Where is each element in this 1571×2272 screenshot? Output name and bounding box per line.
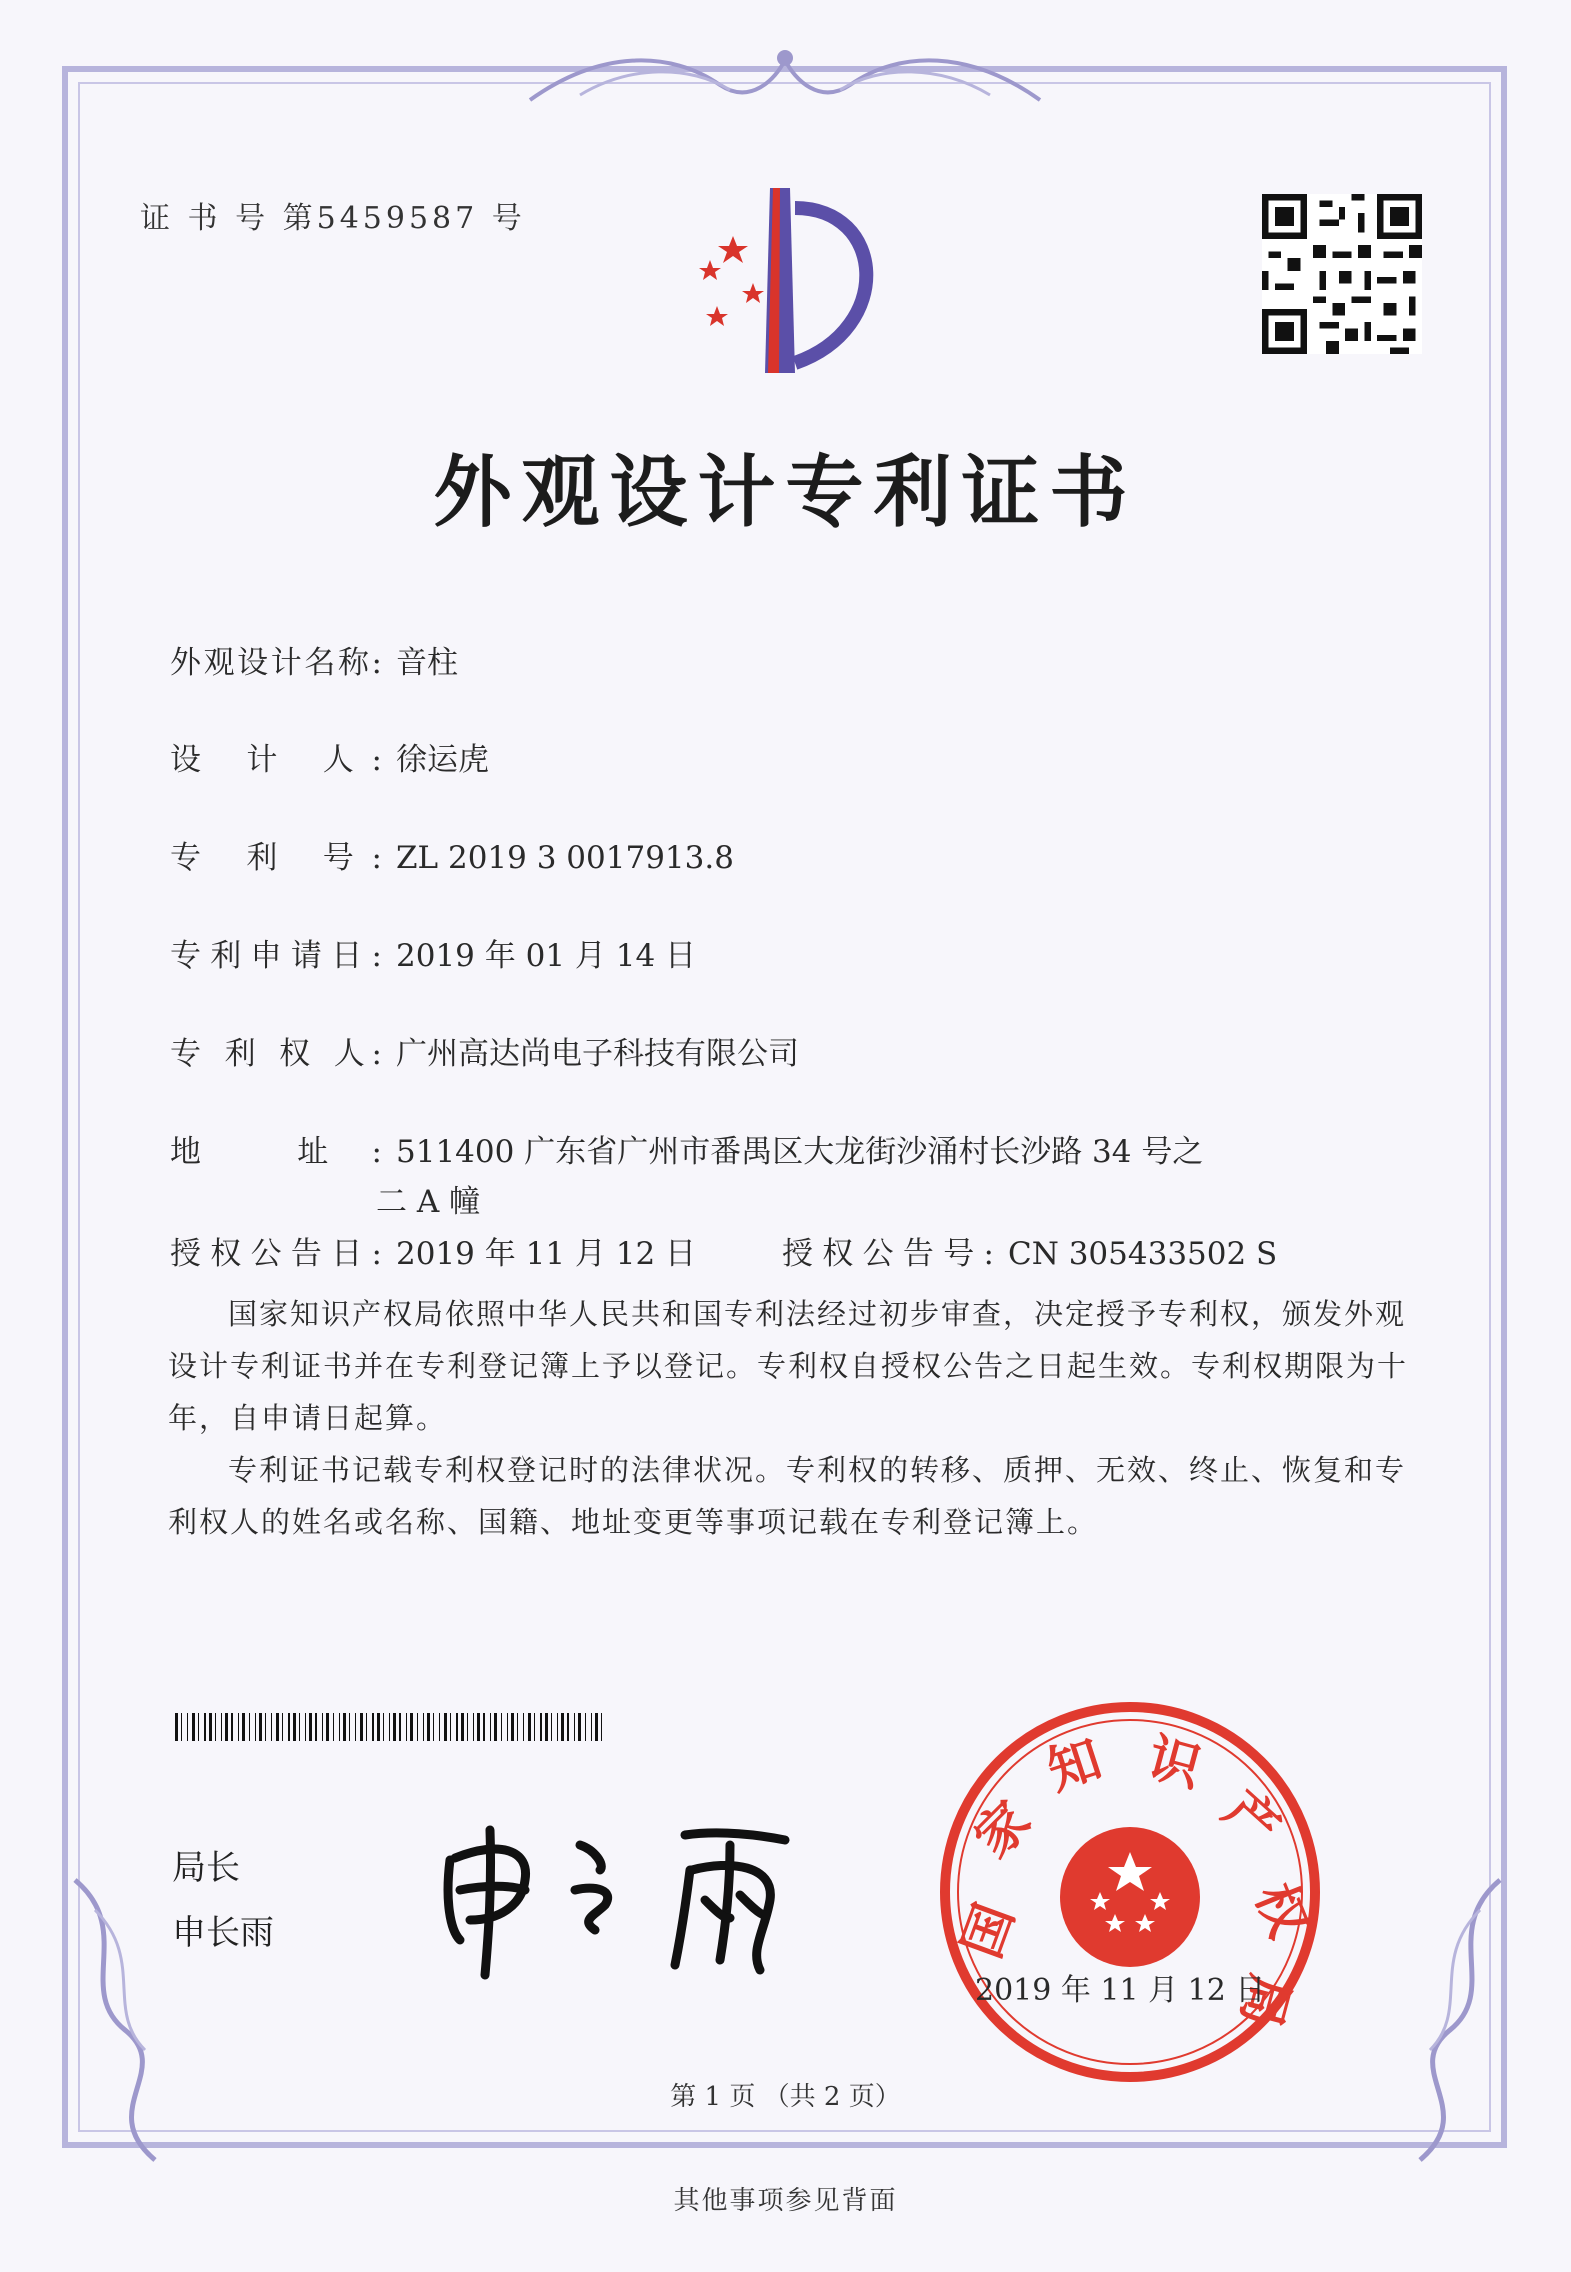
field-design-name bbox=[170, 637, 458, 682]
certificate-number-value: 5459587 bbox=[316, 201, 479, 236]
field-patent-number bbox=[170, 832, 734, 877]
field-label: 外观设计名称: bbox=[170, 645, 382, 681]
field-value: 511400 广东省广州市番禺区大龙街沙涌村长沙路 34 号之 bbox=[396, 1134, 1204, 1170]
field-designer bbox=[170, 734, 489, 779]
field-value: 徐运虎 bbox=[396, 742, 489, 778]
bottom-right-flourish-ornament bbox=[1380, 1870, 1520, 2170]
field-grant-date bbox=[170, 1228, 696, 1273]
svg-text:家: 家 bbox=[963, 1790, 1043, 1870]
field-value: 广州高达尚电子科技有限公司 bbox=[396, 1036, 799, 1072]
field-value: ZL 2019 3 0017913.8 bbox=[396, 840, 734, 876]
director-name: 申长雨 bbox=[172, 1913, 274, 1953]
certificate-paragraph-1: 国家知识产权局依照中华人民共和国专利法经过初步审查，决定授予专利权，颁发外观设计专利证书并在专利登记簿上予以登记。专利权自授权公告之日起生效。专利权期限为十年，自申请日起算。 bbox=[168, 1297, 1409, 1435]
director-signature bbox=[430, 1790, 810, 1980]
field-label: 授权公告号: bbox=[782, 1236, 994, 1272]
field-label: 专 利 权 人: bbox=[170, 1036, 382, 1072]
footer-note: 其他事项参见背面 bbox=[673, 2186, 898, 2216]
qr-code-icon bbox=[1262, 194, 1422, 354]
svg-text:识: 识 bbox=[1141, 1727, 1208, 1800]
svg-text:产: 产 bbox=[1211, 1779, 1291, 1860]
svg-text:国: 国 bbox=[951, 1896, 1027, 1966]
svg-text:知: 知 bbox=[1040, 1729, 1109, 1803]
cnipa-emblem-logo bbox=[655, 188, 905, 383]
official-seal bbox=[930, 1692, 1330, 2092]
director-title: 局长 bbox=[172, 1848, 240, 1888]
svg-text:局: 局 bbox=[1228, 1968, 1301, 2035]
top-flourish-ornament bbox=[520, 40, 1050, 115]
svg-text:权: 权 bbox=[1243, 1875, 1319, 1946]
field-label: 授权公告日: bbox=[170, 1236, 382, 1272]
page-number: 第 1 页 （共 2 页） bbox=[670, 2082, 901, 2112]
field-address bbox=[170, 1126, 1204, 1220]
field-label: 地 址: bbox=[170, 1134, 382, 1170]
field-label: 专 利 号: bbox=[170, 840, 382, 876]
barcode-icon bbox=[175, 1713, 605, 1741]
certificate-number-suffix: 号 bbox=[491, 201, 526, 236]
field-patentee bbox=[170, 1028, 799, 1073]
field-grant-publication-number bbox=[782, 1228, 1277, 1273]
field-value: 2019 年 11 月 12 日 bbox=[396, 1236, 697, 1272]
field-application-date bbox=[170, 930, 696, 975]
certificate-paragraph-2: 专利证书记载专利权登记时的法律状况。专利权的转移、质押、无效、终止、恢复和专利权人的姓名或名称、国籍、地址变更等事项记载在专利登记簿上。 bbox=[168, 1453, 1407, 1539]
field-label: 设 计 人: bbox=[170, 742, 382, 778]
field-value-line2: 二 A 幢 bbox=[376, 1184, 481, 1220]
field-value: 音柱 bbox=[396, 645, 458, 681]
seal-date: 2019 年 11 月 12 日 bbox=[975, 1973, 1266, 2008]
certificate-title: 外观设计专利证书 bbox=[433, 448, 1138, 538]
field-value: 2019 年 01 月 14 日 bbox=[396, 938, 697, 974]
certificate-number bbox=[140, 193, 526, 237]
field-value: CN 305433502 S bbox=[1008, 1236, 1278, 1272]
certificate-number-label: 证 书 号 第 bbox=[140, 201, 317, 236]
field-label: 专利申请日: bbox=[170, 938, 382, 974]
